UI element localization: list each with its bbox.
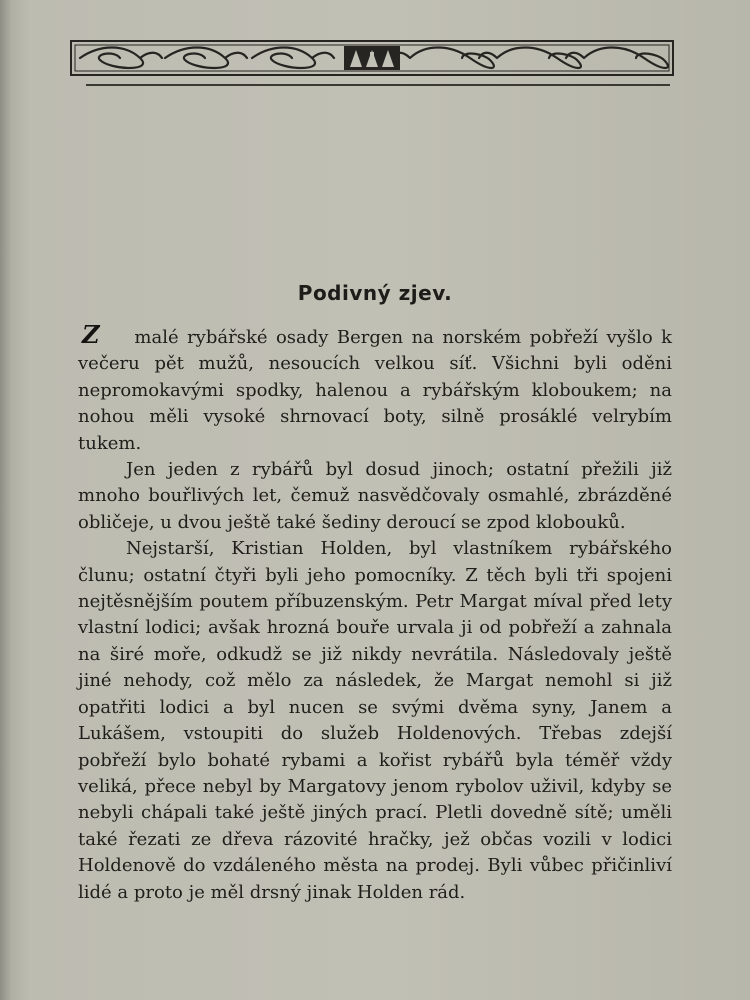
paragraph-1-text: malé rybářské osady Bergen na norském pobřeží vyšlo k večeru pět mužů, nesoucích velkou síť. Všichni byli oděni nepromokavými spodky, halenou a rybářským kloboukem; na nohou měli vysoké shrnovací boty, silně prosáklé velrybím tukem. [78,327,672,454]
paragraph-3: Nejstarší, Kristian Holden, byl vlastníkem rybářského člunu; ostatní čtyři byli jeho pomocníky. Z těch byli tři spojeni nejtěsnějším poutem příbuzenským. Petr Margat míval před lety vlastní lodici; avšak hrozná bouře urvala ji od pobřeží a zahnala na širé moře, odkudž se již nikdy nevrátila. Následovaly ještě jiné nehody, což mělo za následek, že Margat nemohl si již opatřiti lodici a byl nucen se svými dvěma syny, Janem a Lukášem, vstoupiti do služeb Holdenových. Třebas zdejší pobřeží bylo bohaté rybami a kořist rybářů byla téměř vždy veliká, přece nebyl by Margatovy jenom rybolov uživil, kdyby se nebyli chápali také ještě jiných prací. Pletli dovedně sítě; uměli také řezati ze dřeva rázovité hračky, jež občas vozili v lodici Holdenově do vzdáleného města na prodej. Byli vůbec přičinliví lidé a proto je měl drsný jinak Holden rád. [78,538,672,903]
ornamental-header-band-icon [70,40,674,76]
drop-cap: Z [82,320,100,349]
paragraph-1 [78,322,672,457]
page-gutter-shadow [0,0,12,1000]
chapter-body [78,322,672,906]
header-rule [86,84,670,86]
paragraph-2: Jen jeden z rybářů byl dosud jinoch; ostatní přežili již mnoho bouřlivých let, čemuž nasvědčovaly osmahlé, zbrázděné obličeje, u dvou ještě také šediny deroucí se zpod klobouků. [78,459,672,533]
chapter-title: Podivný zjev. [297,281,453,306]
